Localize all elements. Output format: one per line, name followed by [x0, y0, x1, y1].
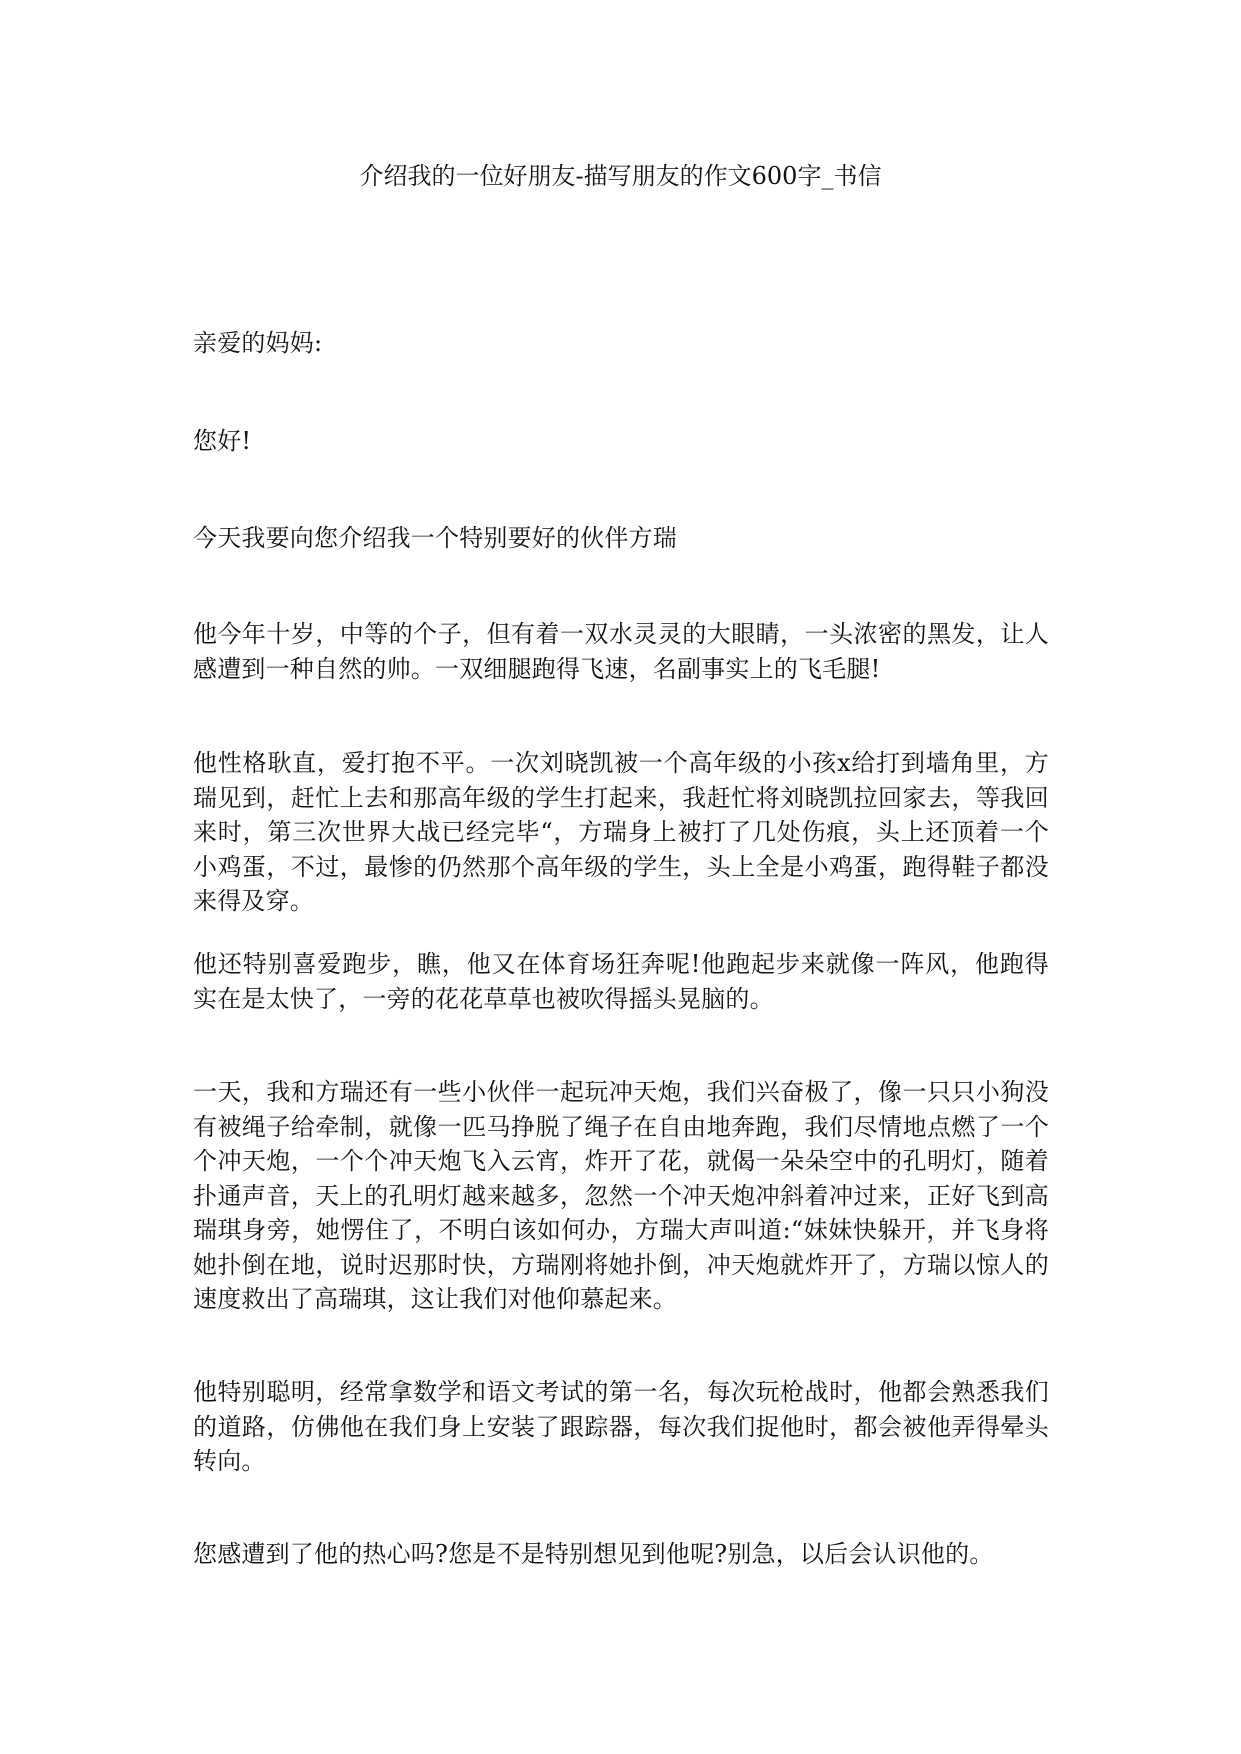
paragraph-running: 他还特别喜爱跑步，瞧，他又在体育场狂奔呢!他跑起步来就像一阵风，他跑得实在是太快了，一旁的花花草草也被吹得摇头晃脑的。 [193, 950, 1049, 1013]
greeting: 您好! [193, 427, 252, 455]
paragraph-appearance: 他今年十岁，中等的个子，但有着一双水灵灵的大眼睛，一头浓密的黑发，让人感遭到一种自然的帅。一双细腿跑得飞速，名副事实上的飞毛腿! [193, 620, 1049, 683]
paragraph-closing: 您感遭到了他的热心吗?您是不是特别想见到他呢?别急，以后会认识他的。 [193, 1540, 994, 1568]
document-title: 介绍我的一位好朋友-描写朋友的作文600字_书信 [359, 162, 882, 190]
paragraph-intro: 今天我要向您介绍我一个特别要好的伙伴方瑞 [193, 524, 677, 552]
salutation: 亲爱的妈妈: [193, 329, 323, 357]
paragraph-firecrackers: 一天，我和方瑞还有一些小伙伴一起玩冲天炮，我们兴奋极了，像一只只小狗没有被绳子给牵制，就像一匹马挣脱了绳子在自由地奔跑，我们尽情地点燃了一个个冲天炮，一个个冲天炮飞入云宵，炸开了花，就偈一朵朵空中的孔明灯，随着扑通声音，天上的孔明灯越来越多，忽然一个冲天炮冲斜着冲过来，正好飞到高瑞琪身旁，她愣住了，不明白该如何办，方瑞大声叫道:“妹妹快躲开，并飞身将她扑倒在地，说时迟那时快，方瑞刚将她扑倒，冲天炮就炸开了，方瑞以惊人的速度救出了高瑞琪，这让我们对他仰慕起来。 [193, 1078, 1049, 1313]
paragraph-smart: 他特别聪明，经常拿数学和语文考试的第一名，每次玩枪战时，他都会熟悉我们的道路，仿佛他在我们身上安装了跟踪器，每次我们捉他时，都会被他弄得晕头转向。 [193, 1378, 1049, 1475]
paragraph-personality: 他性格耿直，爱打抱不平。一次刘晓凯被一个高年级的小孩x给打到墙角里，方瑞见到，赶忙上去和那高年级的学生打起来，我赶忙将刘晓凯拉回家去，等我回来时，第三次世界大战已经完毕“，方瑞身上被打了几处伤痕，头上还顶着一个小鸡蛋，不过，最惨的仍然那个高年级的学生，头上全是小鸡蛋，跑得鞋子都没来得及穿。 [193, 749, 1049, 915]
